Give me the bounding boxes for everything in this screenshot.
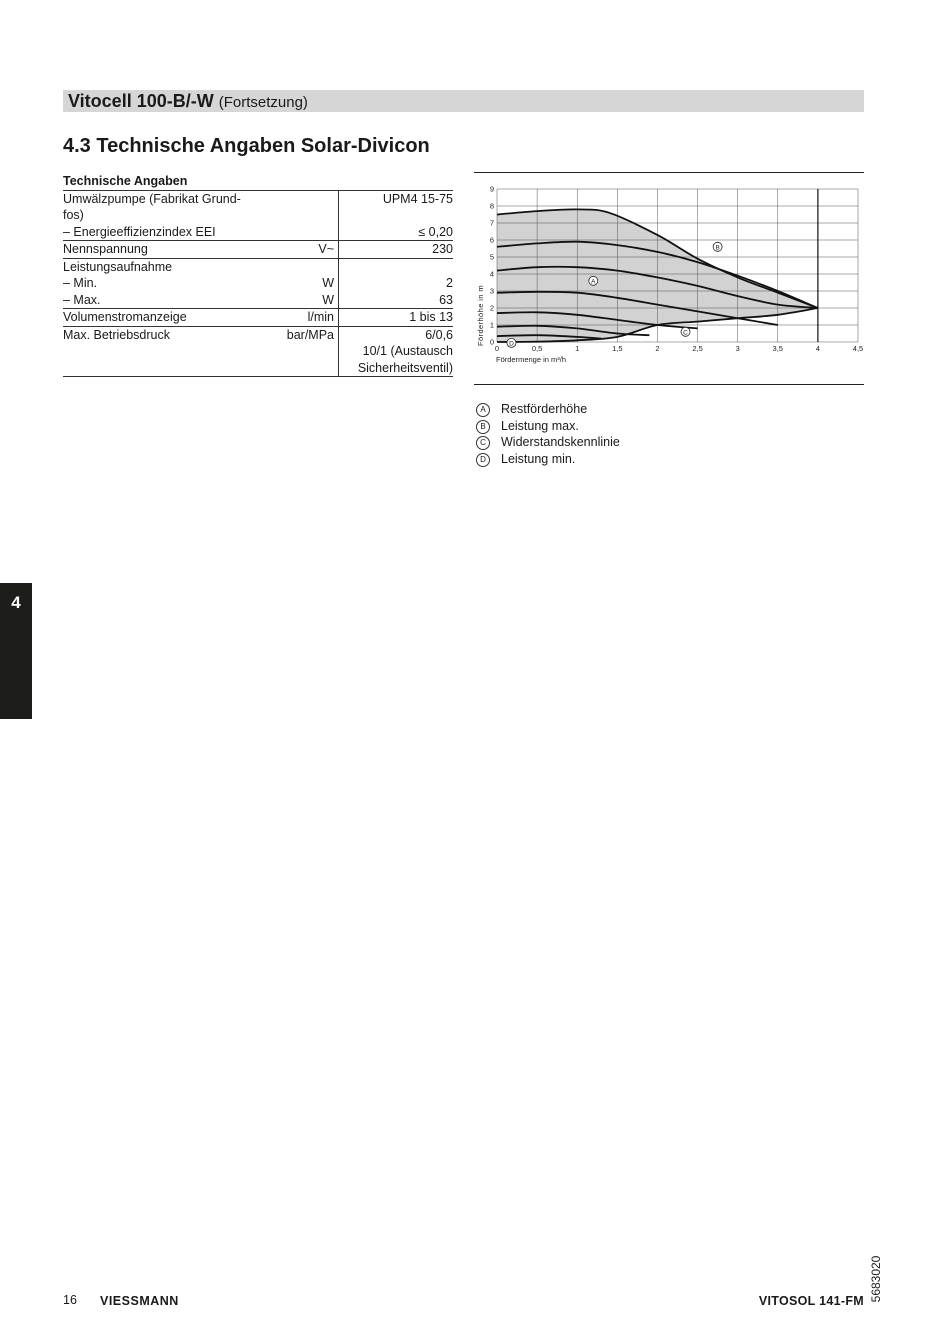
spec-label: Umwälzpumpe (Fabrikat Grund-: [63, 191, 241, 206]
y-tick-label: 9: [489, 184, 494, 194]
marker-label: A: [591, 278, 596, 286]
y-tick-label: 4: [489, 269, 494, 279]
spec-table: [63, 173, 453, 377]
legend-label: Restförderhöhe: [501, 402, 588, 416]
table-row: [63, 224, 453, 241]
spec-label: – Min.: [63, 276, 98, 290]
table-row: [63, 207, 453, 224]
table-row: [63, 326, 453, 343]
chart-top-rule: [474, 172, 864, 173]
spec-label: Max. Betriebsdruck: [63, 326, 263, 343]
table-row: [63, 343, 453, 360]
spec-unit: V~: [263, 241, 339, 259]
spec-label: Nennspannung: [63, 241, 263, 259]
chapter-number: 4: [11, 593, 21, 612]
legend-label: Leistung min.: [501, 452, 576, 467]
table-row: [63, 241, 453, 259]
x-tick-label: 3,5: [772, 344, 783, 353]
spec-table-heading: Technische Angaben: [63, 173, 453, 190]
header-subtitle: (Fortsetzung): [218, 94, 308, 111]
y-tick-label: 7: [489, 218, 494, 228]
spec-label: fos): [63, 208, 84, 222]
x-tick-label: 4,5: [852, 344, 864, 353]
spec-unit: l/min: [263, 309, 339, 327]
spec-label: Volumenstromanzeige: [63, 309, 263, 327]
header-title: Vitocell 100-B/-W: [68, 91, 214, 111]
legend-marker: B: [476, 420, 490, 434]
x-tick-label: 2: [655, 344, 660, 353]
spec-unit: W: [263, 292, 339, 309]
x-tick-label: 0,5: [531, 344, 543, 353]
marker-label: C: [683, 329, 688, 337]
table-row: [63, 258, 453, 275]
legend-label: Leistung max.: [501, 418, 579, 433]
table-row: [63, 190, 453, 207]
spec-value: 6/0,6: [339, 326, 454, 343]
spec-unit: [263, 258, 339, 275]
brand-logo: VIESSMANN: [100, 1294, 179, 1308]
spec-label: – Max.: [63, 292, 101, 307]
x-tick-label: 1: [575, 344, 580, 353]
chart-x-axis-label: Fördermenge in m³/h: [496, 355, 567, 364]
pump-curve-chart: [474, 180, 866, 370]
spec-label: – Energieeffizienzindex EEI: [63, 224, 216, 239]
x-tick-label: 3: [735, 344, 740, 353]
y-tick-label: 1: [489, 320, 494, 330]
x-tick-label: 0: [494, 344, 500, 353]
table-row: [63, 292, 453, 309]
legend-marker: D: [476, 453, 490, 467]
spec-value: ≤ 0,20: [418, 224, 453, 239]
table-row: [63, 360, 453, 377]
spec-value: [339, 258, 454, 275]
marker-label: B: [715, 244, 720, 252]
spec-label: Leistungsaufnahme: [63, 258, 263, 275]
spec-value: 230: [339, 241, 454, 259]
spec-value: 2: [446, 276, 453, 290]
spec-value: 63: [439, 292, 453, 307]
section-title: 4.3 Technische Angaben Solar-Divicon: [63, 135, 430, 157]
y-tick-label: 3: [489, 286, 494, 296]
spec-unit: [263, 207, 339, 224]
table-row: [63, 275, 453, 292]
table-row: [63, 309, 453, 327]
marker-label: D: [509, 340, 514, 348]
spec-unit: W: [263, 275, 339, 292]
spec-label: [63, 360, 263, 377]
spec-unit: [263, 224, 339, 241]
spec-unit: [263, 190, 339, 207]
spec-value: [339, 207, 454, 224]
x-tick-label: 4: [815, 344, 820, 353]
chart-y-axis-label: Förderhöhe in m: [476, 284, 485, 346]
y-tick-label: 5: [489, 252, 494, 262]
legend-marker: C: [476, 436, 490, 450]
y-tick-label: 0: [489, 337, 494, 347]
product-name: VITOSOL 141-FM: [758, 1294, 864, 1308]
page-number: 16: [63, 1293, 77, 1307]
y-tick-label: 8: [489, 201, 494, 211]
y-tick-label: 2: [489, 303, 494, 313]
page-title: [68, 91, 308, 112]
spec-value: 1 bis 13: [339, 309, 454, 327]
legend-marker: A: [476, 403, 490, 417]
spec-table-heading-row: [63, 173, 453, 190]
spec-unit: bar/MPa: [263, 326, 339, 343]
spec-value: 10/1 (Austausch: [362, 344, 453, 358]
spec-value: Sicherheitsventil): [339, 360, 454, 377]
spec-label: [63, 343, 263, 360]
spec-unit: [263, 360, 339, 377]
x-tick-label: 1,5: [612, 344, 623, 353]
spec-unit: [263, 343, 339, 360]
document-number: 5683020: [869, 1255, 883, 1303]
spec-value: UPM4 15-75: [382, 191, 453, 206]
y-tick-label: 6: [489, 235, 494, 245]
chart-bottom-rule: [474, 384, 864, 385]
x-tick-label: 2,5: [692, 344, 703, 353]
legend-label: Widerstandskennlinie: [501, 435, 620, 450]
